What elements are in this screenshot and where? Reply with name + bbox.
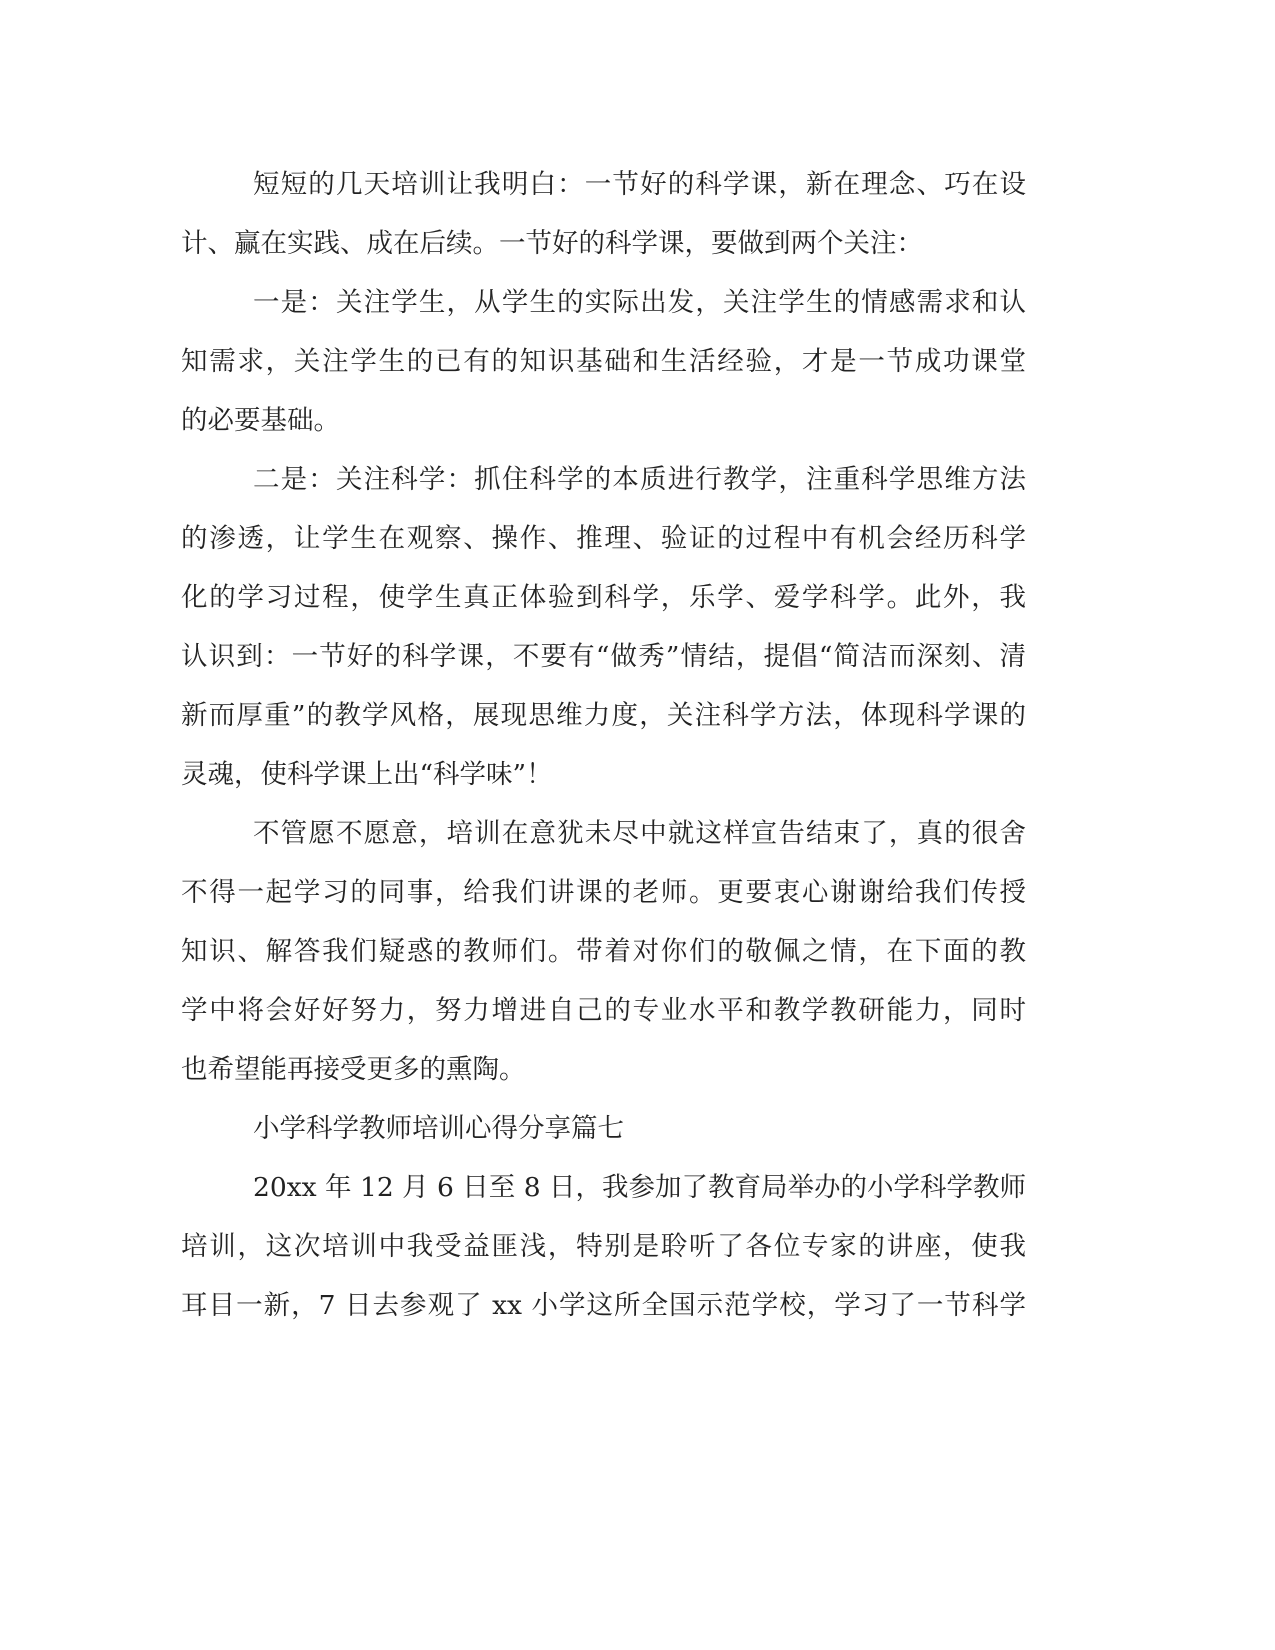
text-line: 一是：关注学生，从学生的实际出发，关注学生的情感需求和认 [253, 287, 1026, 318]
text-line: 知需求，关注学生的已有的知识基础和生活经验，才是一节成功课堂 [181, 346, 1026, 377]
paragraph-2 [181, 273, 1026, 450]
text-line: 培训，这次培训中我受益匪浅，特别是聆听了各位专家的讲座，使我 [181, 1231, 1026, 1262]
text-line: 20xx 年 12 月 6 日至 8 日，我参加了教育局举办的小学科学教师 [253, 1172, 1027, 1203]
paragraph-1 [181, 155, 1026, 273]
paragraph-6 [181, 1158, 1026, 1335]
text-line: 化的学习过程，使学生真正体验到科学，乐学、爱学科学。此外，我 [181, 582, 1026, 613]
text-line: 知识、解答我们疑惑的教师们。带着对你们的敬佩之情，在下面的教 [181, 936, 1026, 967]
text-line: 新而厚重”的教学风格，展现思维力度，关注科学方法，体现科学课的 [181, 700, 1026, 731]
text-line: 也希望能再接受更多的熏陶。 [181, 1054, 526, 1085]
body-text [181, 155, 1026, 1335]
text-line: 的必要基础。 [181, 405, 340, 436]
text-line: 的渗透，让学生在观察、操作、推理、验证的过程中有机会经历科学 [181, 523, 1026, 554]
text-line: 灵魂，使科学课上出“科学味”！ [181, 759, 553, 790]
text-line: 计、赢在实践、成在后续。一节好的科学课，要做到两个关注： [181, 228, 923, 259]
text-line: 认识到：一节好的科学课，不要有“做秀”情结，提倡“简洁而深刻、清 [181, 641, 1026, 672]
text-line: 短短的几天培训让我明白：一节好的科学课，新在理念、巧在设 [253, 169, 1026, 200]
text-line: 不得一起学习的同事，给我们讲课的老师。更要衷心谢谢给我们传授 [181, 877, 1026, 908]
paragraph-4 [181, 804, 1026, 1099]
text-line: 耳目一新，7 日去参观了 xx 小学这所全国示范学校，学习了一节科学 [181, 1290, 1026, 1321]
section-heading [181, 1099, 1026, 1158]
text-line: 二是：关注科学：抓住科学的本质进行教学，注重科学思维方法 [253, 464, 1026, 495]
text-line: 学中将会好好努力，努力增进自己的专业水平和教学教研能力，同时 [181, 995, 1026, 1026]
text-line: 不管愿不愿意，培训在意犹未尽中就这样宣告结束了，真的很舍 [253, 818, 1026, 849]
paragraph-3 [181, 450, 1026, 804]
section-title: 小学科学教师培训心得分享篇七 [253, 1113, 624, 1144]
